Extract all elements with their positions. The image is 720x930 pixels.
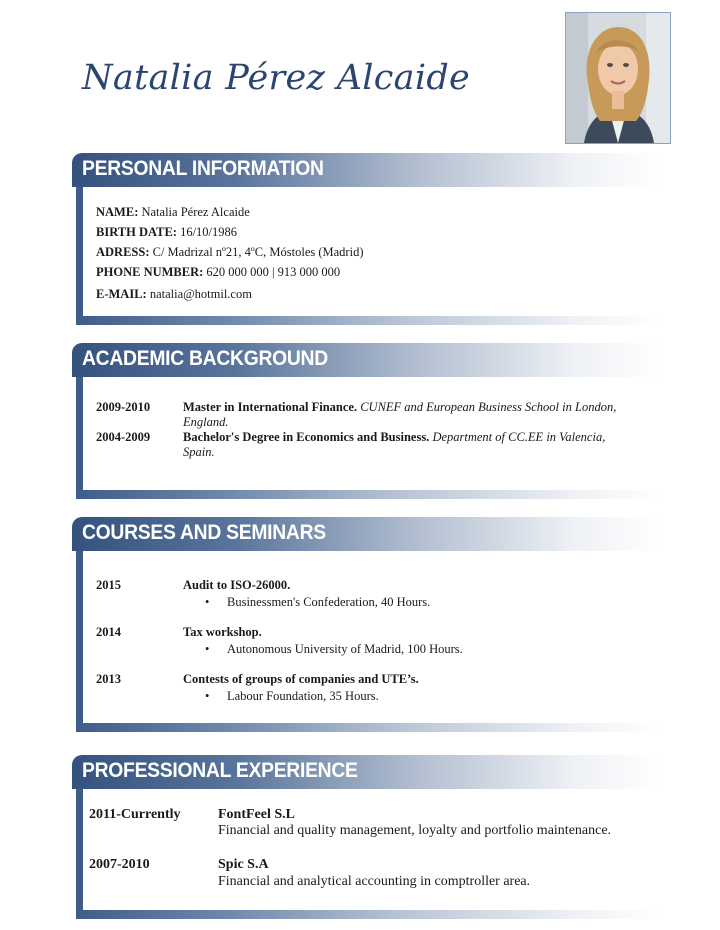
course-detail: • Businessmen's Confederation, 40 Hours. xyxy=(205,595,431,609)
bullet-icon: • xyxy=(205,689,210,703)
courses-seminars-section xyxy=(72,517,662,737)
section-bottom-bar xyxy=(76,490,662,499)
section-left-bar xyxy=(76,547,83,727)
personal-field-phone: PHONE NUMBER: 620 000 000 | 913 000 000 xyxy=(96,265,341,279)
academic-background-section xyxy=(72,343,662,503)
academic-entry: Master in International Finance. CUNEF and European Business School in London, England. xyxy=(183,400,617,429)
course-detail: • Autonomous University of Madrid, 100 Hours. xyxy=(205,642,463,656)
personal-field-email: E-MAIL: natalia@hotmil.com xyxy=(96,287,252,301)
course-name: Tax workshop. xyxy=(183,625,262,639)
experience-period: 2011-Currently xyxy=(89,807,181,822)
section-title: PROFESSIONAL EXPERIENCE xyxy=(82,759,358,782)
candidate-name: Natalia Pérez Alcaide xyxy=(82,58,471,98)
section-title: COURSES AND SEMINARS xyxy=(82,521,326,544)
personal-information-section xyxy=(72,153,662,328)
personal-field-address: ADRESS: C/ Madrizal nº21, 4ºC, Móstoles (Madrid) xyxy=(96,245,364,259)
course-name: Audit to ISO-26000. xyxy=(183,578,291,592)
course-year: 2013 xyxy=(96,672,121,686)
section-left-bar xyxy=(76,183,83,319)
bullet-icon: • xyxy=(205,595,210,609)
section-title: ACADEMIC BACKGROUND xyxy=(82,347,328,370)
experience-company: Spic S.A xyxy=(218,857,269,872)
academic-year: 2004-2009 xyxy=(96,430,151,444)
profile-photo xyxy=(565,12,671,144)
section-bottom-bar xyxy=(76,723,662,732)
section-left-bar xyxy=(76,785,83,915)
section-header xyxy=(72,343,662,377)
experience-company: FontFeel S.L xyxy=(218,807,295,822)
section-header xyxy=(72,755,662,789)
experience-description: Financial and quality management, loyalty and portfolio maintenance. xyxy=(218,823,612,838)
academic-entry: Bachelor's Degree in Economics and Business. Department of CC.EE in Valencia, Spain. xyxy=(183,430,606,459)
personal-field-birth-date: BIRTH DATE: 16/10/1986 xyxy=(96,225,238,239)
section-left-bar xyxy=(76,373,83,493)
bullet-icon: • xyxy=(205,642,210,656)
experience-description: Financial and analytical accounting in comptroller area. xyxy=(218,874,531,889)
section-bottom-bar xyxy=(76,316,662,325)
course-detail: • Labour Foundation, 35 Hours. xyxy=(205,689,379,703)
professional-experience-section xyxy=(72,755,662,923)
section-header xyxy=(72,517,662,551)
course-year: 2014 xyxy=(96,625,121,639)
course-name: Contests of groups of companies and UTE’s. xyxy=(183,672,419,686)
section-header xyxy=(72,153,662,187)
personal-field-name: NAME: Natalia Pérez Alcaide xyxy=(96,205,250,219)
section-title: PERSONAL INFORMATION xyxy=(82,157,324,180)
academic-year: 2009-2010 xyxy=(96,400,151,414)
course-year: 2015 xyxy=(96,578,121,592)
section-bottom-bar xyxy=(76,910,662,919)
experience-period: 2007-2010 xyxy=(89,857,150,872)
